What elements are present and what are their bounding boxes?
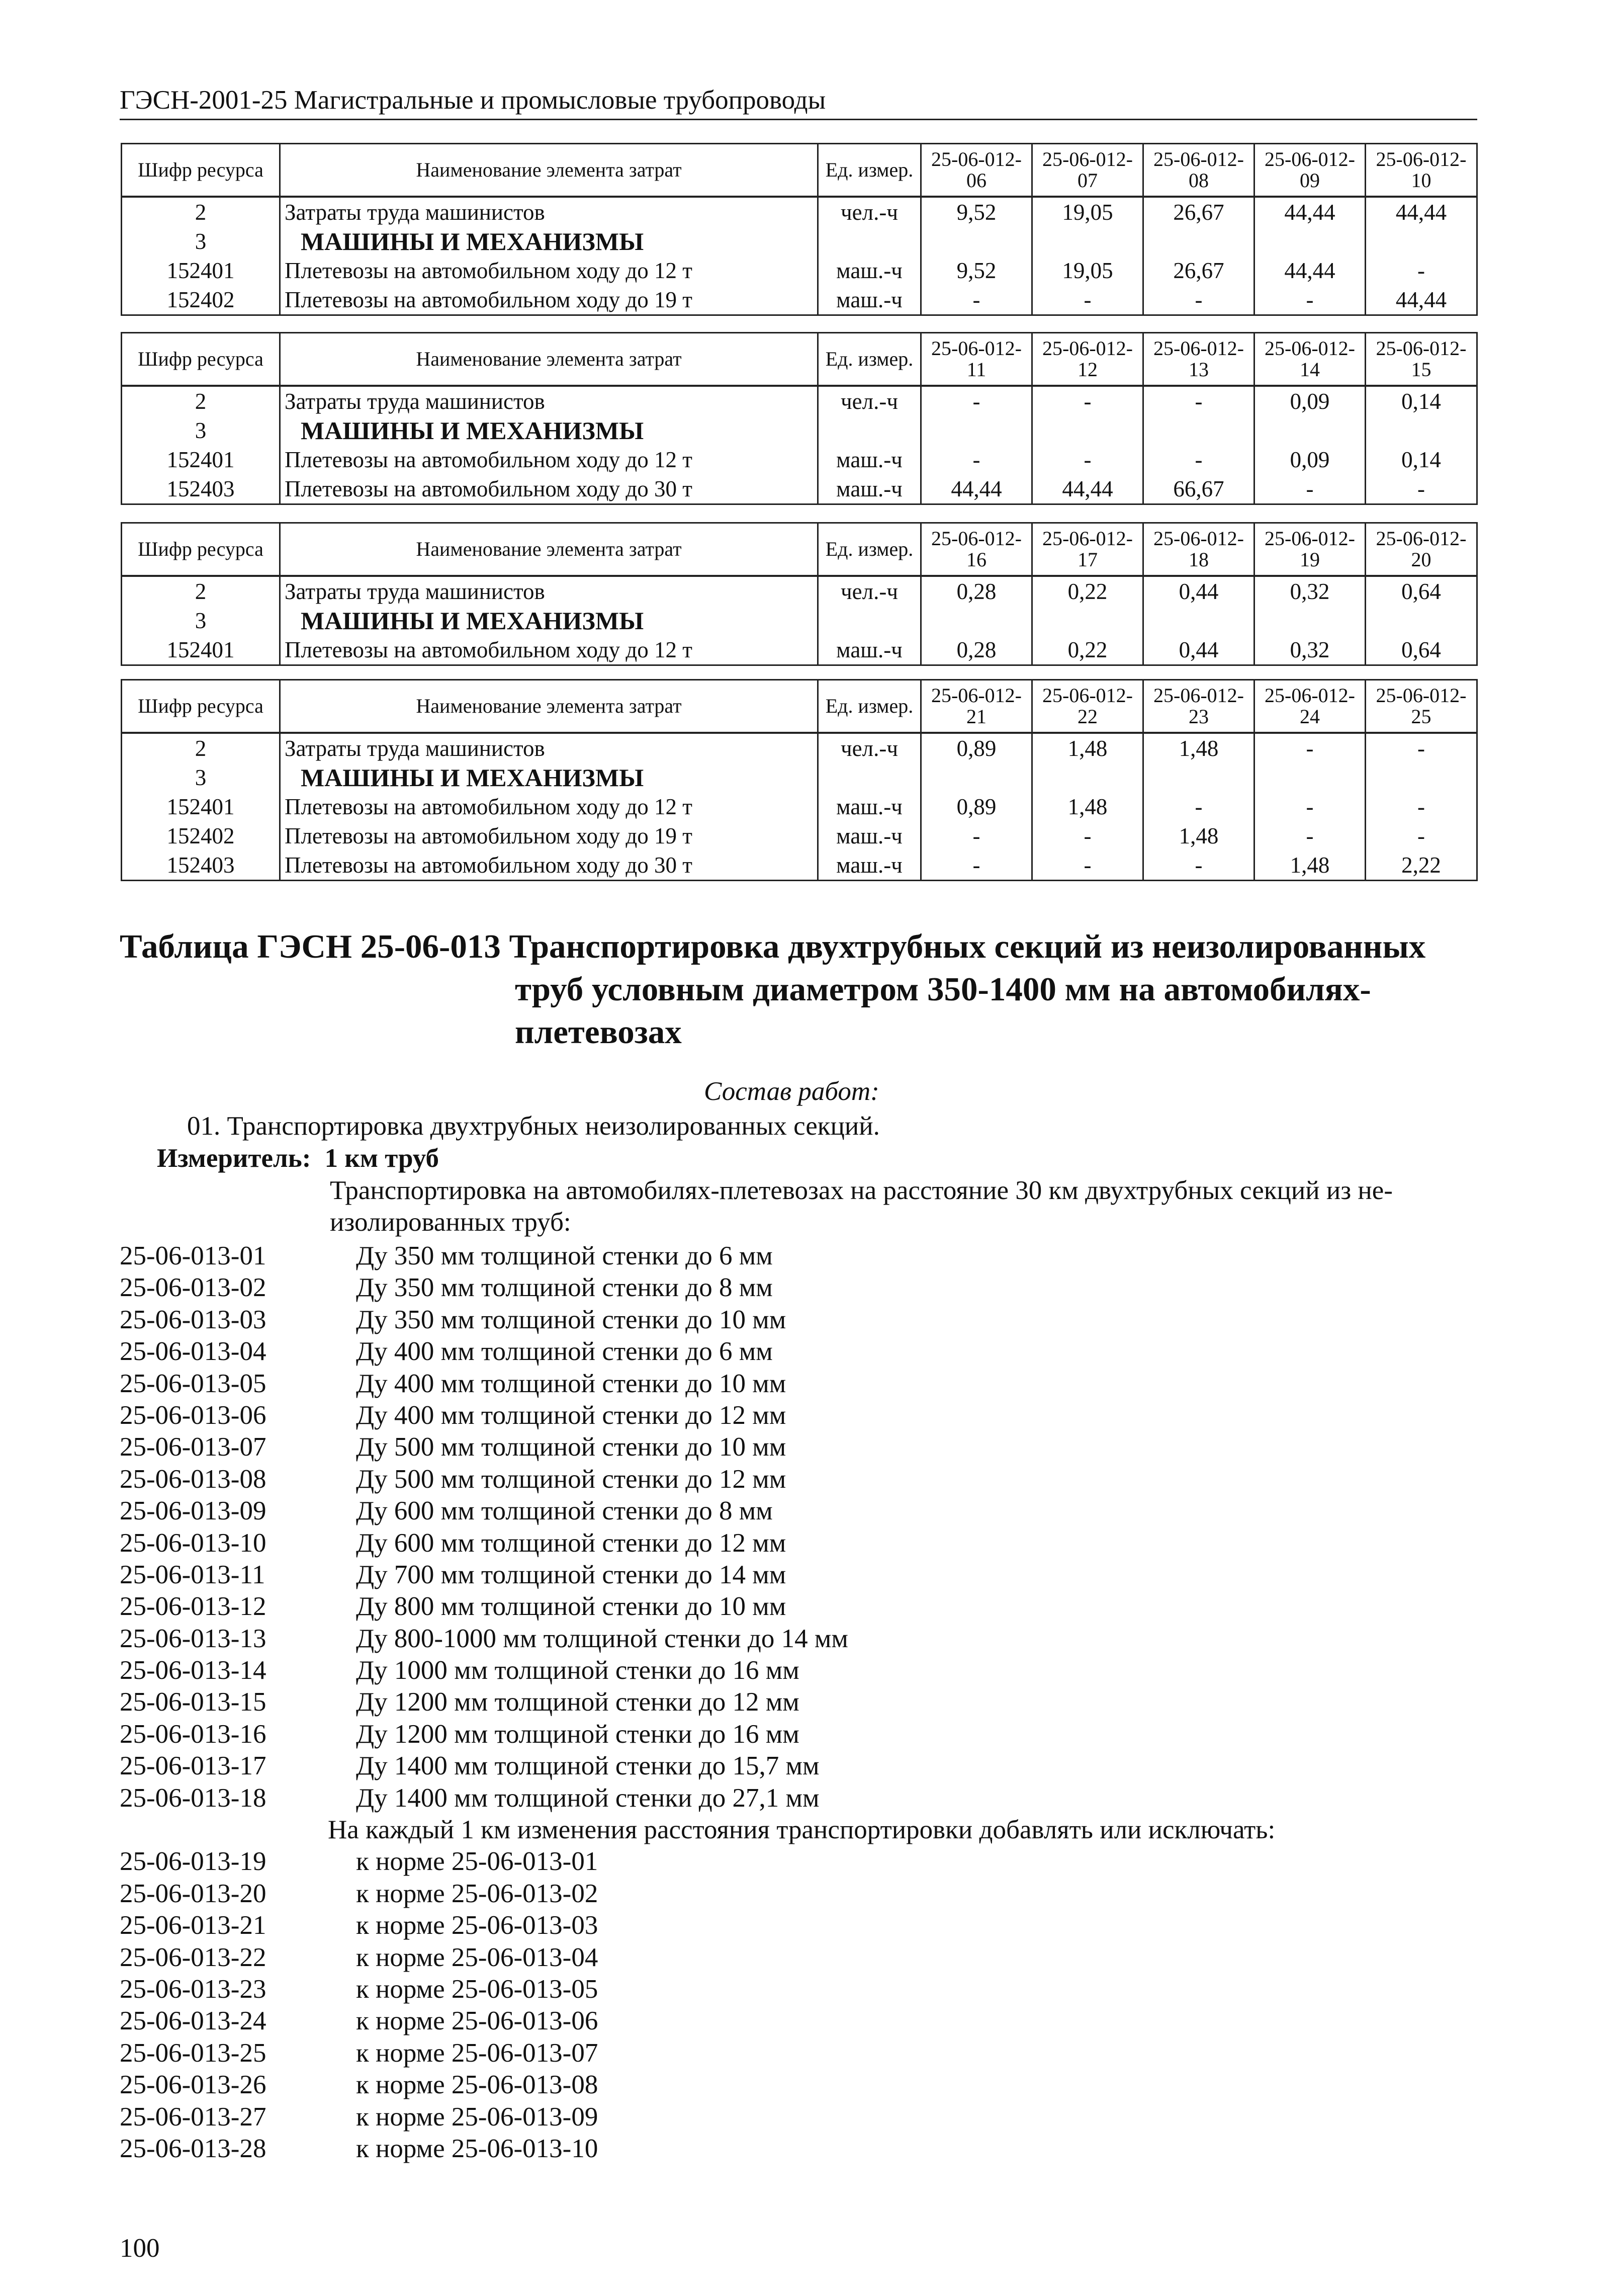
header-code: Шифр ресурса (122, 144, 280, 197)
norm-row (120, 1750, 1275, 1782)
header-norm-code: 25-06-012-20 (1366, 523, 1477, 576)
header-norm-code: 25-06-012-11 (921, 333, 1032, 386)
norm-description: Ду 800-1000 мм толщиной стенки до 14 мм (356, 1624, 848, 1653)
cell-value (1032, 606, 1143, 635)
running-header: ГЭСН-2001-25 Магистральные и промысловые трубопроводы (120, 86, 1477, 120)
table-row (122, 792, 1477, 821)
cell-section-name: МАШИНЫ И МЕХАНИЗМЫ (280, 227, 818, 256)
cell-unit: чел.-ч (818, 733, 921, 763)
norm-description: Ду 500 мм толщиной стенки до 10 мм (356, 1432, 786, 1462)
table-row (122, 763, 1477, 792)
cell-unit: маш.-ч (818, 635, 921, 665)
norm-description: к норме 25-06-013-09 (356, 2102, 598, 2132)
cell-value: 2,22 (1366, 851, 1477, 881)
header-norm-code: 25-06-012-07 (1032, 144, 1143, 197)
norm-row (120, 1782, 1275, 1814)
norm-description: к норме 25-06-013-04 (356, 1942, 598, 1972)
norm-code: 25-06-013-14 (120, 1656, 266, 1685)
intro-line1: Транспортировка на автомобилях-плетевозах на расстояние 30 км двухтрубных секций из не- (330, 1176, 1393, 1205)
cell-section-name: МАШИНЫ И МЕХАНИЗМЫ (280, 606, 818, 635)
cell-unit: чел.-ч (818, 576, 921, 606)
resource-table (121, 522, 1478, 666)
norm-code: 25-06-013-24 (120, 2006, 266, 2036)
resource-table (121, 679, 1478, 881)
cell-value: 0,14 (1366, 445, 1477, 474)
cell-value (921, 227, 1032, 256)
header-norm-code: 25-06-012-10 (1366, 144, 1477, 197)
norm-code: 25-06-013-10 (120, 1528, 266, 1558)
cell-value: 26,67 (1143, 197, 1254, 227)
cell-code: 3 (122, 227, 280, 256)
table-row (122, 635, 1477, 665)
norm-code: 25-06-013-13 (120, 1624, 266, 1653)
cell-unit: маш.-ч (818, 445, 921, 474)
cell-value: 0,32 (1254, 635, 1366, 665)
cell-value (1143, 416, 1254, 445)
cell-value (1366, 416, 1477, 445)
norm-description: Ду 800 мм толщиной стенки до 10 мм (356, 1592, 786, 1622)
cell-code: 152402 (122, 285, 280, 315)
norm-row (120, 1878, 1275, 1910)
section-title (120, 925, 1487, 1054)
norm-code: 25-06-013-18 (120, 1783, 266, 1813)
header-norm-code: 25-06-012-14 (1254, 333, 1366, 386)
header-norm-code: 25-06-012-12 (1032, 333, 1143, 386)
header-norm-code: 25-06-012-13 (1143, 333, 1254, 386)
section-title-line1: Таблица ГЭСН 25-06-013 Транспортировка двухтрубных секций из неизолированных (120, 928, 1426, 965)
cell-unit: маш.-ч (818, 792, 921, 821)
norm-code: 25-06-013-21 (120, 1911, 266, 1940)
norm-code: 25-06-013-09 (120, 1496, 266, 1526)
norm-row (120, 1240, 1275, 1272)
norm-description: Ду 1200 мм толщиной стенки до 16 мм (356, 1719, 799, 1749)
norm-description: Ду 350 мм толщиной стенки до 6 мм (356, 1241, 773, 1270)
norm-description: к норме 25-06-013-10 (356, 2134, 598, 2163)
norm-row (120, 1655, 1275, 1686)
meter-label: Измеритель: (157, 1144, 311, 1173)
cell-value (1032, 416, 1143, 445)
cell-unit (818, 606, 921, 635)
cell-name: Затраты труда машинистов (280, 733, 818, 763)
header-unit: Ед. измер. (818, 333, 921, 386)
norm-description: к норме 25-06-013-01 (356, 1847, 598, 1877)
resource-table (121, 332, 1478, 505)
norm-description: Ду 350 мм толщиной стенки до 8 мм (356, 1273, 773, 1303)
norms-list (120, 1240, 1275, 2165)
cell-value (921, 763, 1032, 792)
norm-code: 25-06-013-15 (120, 1687, 266, 1717)
header-norm-code: 25-06-012-19 (1254, 523, 1366, 576)
cell-value: 19,05 (1032, 256, 1143, 285)
table-row (122, 416, 1477, 445)
norm-description: к норме 25-06-013-06 (356, 2006, 598, 2036)
cell-value: 0,89 (921, 733, 1032, 763)
cell-value: 1,48 (1032, 792, 1143, 821)
cell-value: 0,22 (1032, 635, 1143, 665)
cell-unit: маш.-ч (818, 285, 921, 315)
cell-value: - (1143, 285, 1254, 315)
cell-value: - (921, 821, 1032, 851)
cell-value: - (1366, 733, 1477, 763)
cell-value: - (1032, 851, 1143, 881)
norm-code: 25-06-013-01 (120, 1241, 266, 1270)
cell-section-name: МАШИНЫ И МЕХАНИЗМЫ (280, 416, 818, 445)
cell-code: 3 (122, 606, 280, 635)
norm-code: 25-06-013-20 (120, 1879, 266, 1908)
cell-value: 0,22 (1032, 576, 1143, 606)
cell-value: - (1366, 474, 1477, 504)
cell-value: - (1143, 792, 1254, 821)
resource-table (121, 143, 1478, 316)
norm-description: к норме 25-06-013-07 (356, 2038, 598, 2068)
cell-value: 0,09 (1254, 445, 1366, 474)
cell-code: 3 (122, 416, 280, 445)
norm-row (120, 1272, 1275, 1304)
header-unit: Ед. измер. (818, 523, 921, 576)
cell-value: - (921, 285, 1032, 315)
table-header-row (122, 680, 1477, 733)
norm-code: 25-06-013-23 (120, 1974, 266, 2004)
cell-value: - (921, 445, 1032, 474)
norm-row (120, 1400, 1275, 1431)
cell-value: - (1254, 792, 1366, 821)
norm-code: 25-06-013-27 (120, 2102, 266, 2132)
cell-value: - (1254, 474, 1366, 504)
meter-line (157, 1143, 439, 1174)
cell-code: 2 (122, 733, 280, 763)
norm-row (120, 1527, 1275, 1559)
cell-value: 44,44 (1254, 256, 1366, 285)
cell-value: 44,44 (1366, 285, 1477, 315)
cell-value (1254, 763, 1366, 792)
norm-row (120, 1942, 1275, 1974)
table-row (122, 851, 1477, 881)
cell-name: Плетевозы на автомобильном ходу до 30 т (280, 851, 818, 881)
norm-description: Ду 400 мм толщиной стенки до 6 мм (356, 1337, 773, 1367)
cell-value: 0,64 (1366, 576, 1477, 606)
norm-row (120, 1559, 1275, 1591)
cell-value: 0,64 (1366, 635, 1477, 665)
table-row (122, 197, 1477, 227)
cell-value: - (1143, 851, 1254, 881)
table-row (122, 256, 1477, 285)
table-header-row (122, 144, 1477, 197)
norm-code: 25-06-013-22 (120, 1942, 266, 1972)
cell-value: 0,32 (1254, 576, 1366, 606)
norm-row (120, 2037, 1275, 2069)
cell-value: - (1143, 445, 1254, 474)
cell-name: Плетевозы на автомобильном ходу до 12 т (280, 792, 818, 821)
header-norm-code: 25-06-012-23 (1143, 680, 1254, 733)
norm-row (120, 1623, 1275, 1655)
cell-code: 2 (122, 576, 280, 606)
cell-name: Затраты труда машинистов (280, 197, 818, 227)
intro-line2: изолированных труб: (330, 1207, 571, 1237)
cell-value: - (921, 386, 1032, 416)
norm-code: 25-06-013-06 (120, 1400, 266, 1430)
norm-row (120, 2133, 1275, 2165)
cell-value (1254, 227, 1366, 256)
section-title-line2: труб условным диаметром 350-1400 мм на автомобилях- (515, 971, 1371, 1008)
cell-value (1366, 763, 1477, 792)
cell-code: 152401 (122, 256, 280, 285)
cell-value: 0,09 (1254, 386, 1366, 416)
norm-description: Ду 1000 мм толщиной стенки до 16 мм (356, 1656, 799, 1685)
norm-description: Ду 350 мм толщиной стенки до 10 мм (356, 1305, 786, 1334)
cell-value: 1,48 (1032, 733, 1143, 763)
header-norm-code: 25-06-012-16 (921, 523, 1032, 576)
header-name: Наименование элемента затрат (280, 680, 818, 733)
cell-name: Затраты труда машинистов (280, 386, 818, 416)
cell-value: 0,89 (921, 792, 1032, 821)
cell-value: 0,44 (1143, 635, 1254, 665)
norm-description: Ду 1400 мм толщиной стенки до 27,1 мм (356, 1783, 820, 1813)
intro-text (330, 1175, 1393, 1238)
cell-value: 0,28 (921, 635, 1032, 665)
norm-description: к норме 25-06-013-02 (356, 1879, 598, 1908)
cell-value: 44,44 (1366, 197, 1477, 227)
table-row (122, 386, 1477, 416)
table-row (122, 474, 1477, 504)
norm-row (120, 1686, 1275, 1718)
norm-row (120, 1368, 1275, 1400)
norm-description: Ду 600 мм толщиной стенки до 8 мм (356, 1496, 773, 1526)
cell-unit: маш.-ч (818, 256, 921, 285)
cell-value (921, 606, 1032, 635)
cell-value (1032, 227, 1143, 256)
cell-value (921, 416, 1032, 445)
cell-value: - (921, 851, 1032, 881)
cell-unit (818, 227, 921, 256)
header-code: Шифр ресурса (122, 523, 280, 576)
norm-row (120, 1495, 1275, 1527)
cell-name: Плетевозы на автомобильном ходу до 12 т (280, 445, 818, 474)
cell-code: 152403 (122, 474, 280, 504)
header-norm-code: 25-06-012-08 (1143, 144, 1254, 197)
header-norm-code: 25-06-012-06 (921, 144, 1032, 197)
cell-value: 1,48 (1143, 733, 1254, 763)
header-norm-code: 25-06-012-15 (1366, 333, 1477, 386)
cell-value: 0,44 (1143, 576, 1254, 606)
table-header-row (122, 333, 1477, 386)
norm-code: 25-06-013-17 (120, 1751, 266, 1781)
header-norm-code: 25-06-012-22 (1032, 680, 1143, 733)
cell-value: 44,44 (1032, 474, 1143, 504)
cell-value: 0,28 (921, 576, 1032, 606)
cell-name: Затраты труда машинистов (280, 576, 818, 606)
cell-name: Плетевозы на автомобильном ходу до 12 т (280, 256, 818, 285)
cell-name: Плетевозы на автомобильном ходу до 19 т (280, 285, 818, 315)
cell-value: 44,44 (921, 474, 1032, 504)
norm-description: Ду 600 мм толщиной стенки до 12 мм (356, 1528, 786, 1558)
norm-row (120, 1591, 1275, 1623)
norm-row (120, 2005, 1275, 2037)
norm-row (120, 1304, 1275, 1336)
norm-description: Ду 1200 мм толщиной стенки до 12 мм (356, 1687, 799, 1717)
header-norm-code: 25-06-012-17 (1032, 523, 1143, 576)
cell-unit: маш.-ч (818, 851, 921, 881)
header-code: Шифр ресурса (122, 333, 280, 386)
header-unit: Ед. измер. (818, 144, 921, 197)
norm-code: 25-06-013-07 (120, 1432, 266, 1462)
norm-description: Ду 400 мм толщиной стенки до 10 мм (356, 1369, 786, 1398)
norm-description: Ду 1400 мм толщиной стенки до 15,7 мм (356, 1751, 820, 1781)
work-item: 01. Транспортировка двухтрубных неизолированных секций. (187, 1112, 880, 1141)
norm-code: 25-06-013-26 (120, 2070, 266, 2100)
norm-code: 25-06-013-28 (120, 2134, 266, 2163)
cell-unit: маш.-ч (818, 821, 921, 851)
header-norm-code: 25-06-012-18 (1143, 523, 1254, 576)
cell-value: 66,67 (1143, 474, 1254, 504)
norm-code: 25-06-013-25 (120, 2038, 266, 2068)
table-row (122, 733, 1477, 763)
cell-value: 19,05 (1032, 197, 1143, 227)
cell-value: - (1032, 445, 1143, 474)
norm-row (120, 1846, 1275, 1878)
cell-value: 0,14 (1366, 386, 1477, 416)
header-norm-code: 25-06-012-24 (1254, 680, 1366, 733)
table-row (122, 821, 1477, 851)
table-row (122, 227, 1477, 256)
cell-value (1032, 763, 1143, 792)
norm-code: 25-06-013-12 (120, 1592, 266, 1622)
norm-row (120, 1910, 1275, 1941)
cell-code: 152403 (122, 851, 280, 881)
cell-code: 2 (122, 386, 280, 416)
norm-code: 25-06-013-04 (120, 1337, 266, 1367)
cell-unit: чел.-ч (818, 197, 921, 227)
norm-description: к норме 25-06-013-03 (356, 1911, 598, 1940)
cell-code: 152401 (122, 792, 280, 821)
cell-value (1366, 227, 1477, 256)
cell-unit (818, 416, 921, 445)
norm-row (120, 1719, 1275, 1750)
cell-value (1366, 606, 1477, 635)
page-number: 100 (120, 2234, 160, 2263)
cell-value: 1,48 (1254, 851, 1366, 881)
norm-row (120, 2069, 1275, 2101)
table-row (122, 285, 1477, 315)
header-name: Наименование элемента затрат (280, 144, 818, 197)
norm-row (120, 1336, 1275, 1368)
cell-value: - (1254, 821, 1366, 851)
meter-value: 1 км труб (324, 1144, 439, 1173)
norm-description: к норме 25-06-013-08 (356, 2070, 598, 2100)
cell-section-name: МАШИНЫ И МЕХАНИЗМЫ (280, 763, 818, 792)
cell-code: 2 (122, 197, 280, 227)
cell-name: Плетевозы на автомобильном ходу до 30 т (280, 474, 818, 504)
cell-value: 26,67 (1143, 256, 1254, 285)
header-norm-code: 25-06-012-25 (1366, 680, 1477, 733)
norm-description: к норме 25-06-013-05 (356, 1974, 598, 2004)
sostav-label: Состав работ: (704, 1077, 879, 1106)
cell-code: 3 (122, 763, 280, 792)
cell-value (1143, 606, 1254, 635)
cell-value: - (1032, 285, 1143, 315)
cell-code: 152401 (122, 635, 280, 665)
norm-description: Ду 400 мм толщиной стенки до 12 мм (356, 1400, 786, 1430)
cell-value: 9,52 (921, 256, 1032, 285)
cell-value: - (1143, 386, 1254, 416)
table-row (122, 445, 1477, 474)
norm-code: 25-06-013-19 (120, 1847, 266, 1877)
cell-value (1143, 227, 1254, 256)
header-name: Наименование элемента затрат (280, 333, 818, 386)
add-note: На каждый 1 км изменения расстояния транспортировки добавлять или исключать: (328, 1815, 1276, 1845)
cell-unit: маш.-ч (818, 474, 921, 504)
norm-row (120, 2101, 1275, 2133)
cell-value: - (1366, 256, 1477, 285)
norm-row (120, 1974, 1275, 2005)
norm-code: 25-06-013-05 (120, 1369, 266, 1398)
norm-row (120, 1431, 1275, 1463)
norm-code: 25-06-013-11 (120, 1560, 265, 1589)
section-title-line3: плетевозах (515, 1013, 682, 1051)
norm-description: Ду 700 мм толщиной стенки до 14 мм (356, 1560, 786, 1589)
cell-value: 1,48 (1143, 821, 1254, 851)
cell-code: 152402 (122, 821, 280, 851)
cell-value (1254, 416, 1366, 445)
header-norm-code: 25-06-012-09 (1254, 144, 1366, 197)
cell-unit (818, 763, 921, 792)
cell-value: - (1254, 285, 1366, 315)
norm-row (120, 1464, 1275, 1495)
cell-value (1254, 606, 1366, 635)
header-unit: Ед. измер. (818, 680, 921, 733)
table-row (122, 576, 1477, 606)
cell-value: - (1032, 821, 1143, 851)
cell-value: - (1366, 821, 1477, 851)
cell-value: - (1254, 733, 1366, 763)
cell-code: 152401 (122, 445, 280, 474)
cell-value: 44,44 (1254, 197, 1366, 227)
norm-description: Ду 500 мм толщиной стенки до 12 мм (356, 1464, 786, 1494)
norm-code: 25-06-013-16 (120, 1719, 266, 1749)
header-code: Шифр ресурса (122, 680, 280, 733)
cell-value (1143, 763, 1254, 792)
table-header-row (122, 523, 1477, 576)
norm-code: 25-06-013-03 (120, 1305, 266, 1334)
header-name: Наименование элемента затрат (280, 523, 818, 576)
table-row (122, 606, 1477, 635)
cell-value: - (1366, 792, 1477, 821)
norm-code: 25-06-013-02 (120, 1273, 266, 1303)
header-norm-code: 25-06-012-21 (921, 680, 1032, 733)
cell-value: - (1032, 386, 1143, 416)
cell-name: Плетевозы на автомобильном ходу до 12 т (280, 635, 818, 665)
cell-unit: чел.-ч (818, 386, 921, 416)
norm-code: 25-06-013-08 (120, 1464, 266, 1494)
cell-value: 9,52 (921, 197, 1032, 227)
cell-name: Плетевозы на автомобильном ходу до 19 т (280, 821, 818, 851)
